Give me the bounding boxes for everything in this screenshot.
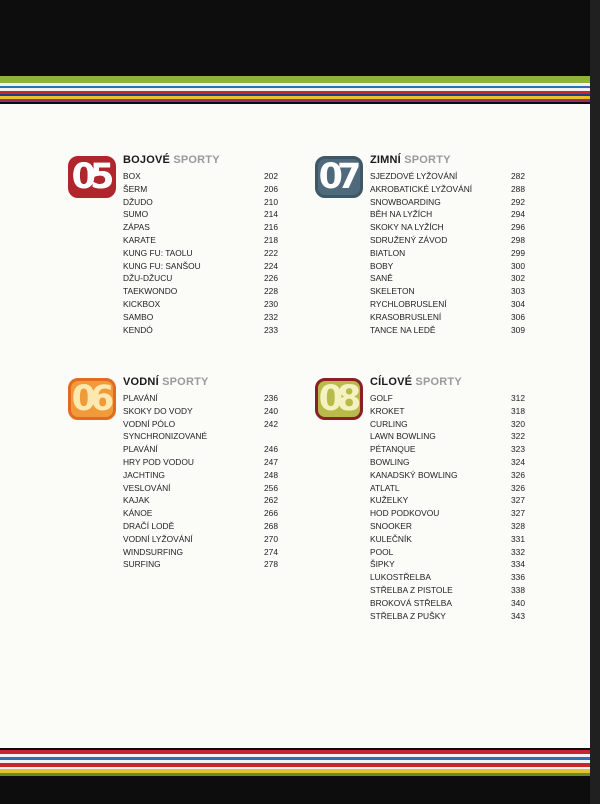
- list-item[interactable]: SUMO 214: [123, 209, 278, 220]
- list-item[interactable]: KULEČNÍK 331: [370, 533, 525, 544]
- list-item[interactable]: BOX 202: [123, 171, 278, 181]
- list-item[interactable]: BOWLING 324: [370, 456, 525, 467]
- section-title: BOJOVÉ SPORTY: [123, 154, 220, 166]
- section-number-badge: 07: [315, 156, 363, 198]
- list-item[interactable]: KUNG FU: TAOLU 222: [123, 247, 278, 258]
- section-number-badge: 06: [68, 378, 116, 420]
- list-item[interactable]: DŽU-DŽUCU 226: [123, 273, 278, 284]
- list-item[interactable]: LAWN BOWLING 322: [370, 431, 525, 442]
- list-item[interactable]: KAJAK 262: [123, 495, 278, 506]
- contents-list: [370, 170, 525, 336]
- list-item[interactable]: SNOWBOARDING 292: [370, 196, 525, 207]
- list-item[interactable]: PÉTANQUE 323: [370, 444, 525, 455]
- contents-page: [0, 104, 600, 750]
- list-item[interactable]: ŠIPKY 334: [370, 559, 525, 570]
- list-item[interactable]: VODNÍ PÓLO 242: [123, 418, 278, 429]
- list-item[interactable]: SURFING 278: [123, 559, 278, 570]
- list-item[interactable]: BIATLON 299: [370, 247, 525, 258]
- section-number-badge: 08: [315, 378, 363, 420]
- list-item[interactable]: LUKOSTŘELBA 336: [370, 572, 525, 583]
- list-item[interactable]: KUNG FU: SANŠOU 224: [123, 260, 278, 271]
- section-title: VODNÍ SPORTY: [123, 376, 209, 388]
- list-item[interactable]: KENDÓ 233: [123, 324, 278, 335]
- list-item[interactable]: SKELETON 303: [370, 286, 525, 297]
- list-item[interactable]: VESLOVÁNÍ 256: [123, 482, 278, 493]
- contents-list: [370, 392, 525, 622]
- list-item[interactable]: SAMBO 232: [123, 311, 278, 322]
- list-item[interactable]: POOL 332: [370, 546, 525, 557]
- section-title: ZIMNÍ SPORTY: [370, 154, 451, 166]
- list-item[interactable]: KARATE 218: [123, 234, 278, 245]
- list-item[interactable]: STŘELBA Z PUŠKY 343: [370, 610, 525, 621]
- list-item[interactable]: SNOOKER 328: [370, 520, 525, 531]
- list-item[interactable]: DŽUDO 210: [123, 196, 278, 207]
- list-item[interactable]: HRY POD VODOU 247: [123, 456, 278, 467]
- list-item[interactable]: RYCHLOBRUSLENÍ 304: [370, 298, 525, 309]
- section-number-badge: 05: [68, 156, 116, 198]
- list-item[interactable]: JACHTING 248: [123, 469, 278, 480]
- list-item[interactable]: SKOKY NA LYŽÍCH 296: [370, 222, 525, 233]
- list-item[interactable]: SDRUŽENÝ ZÁVOD 298: [370, 234, 525, 245]
- list-item[interactable]: CURLING 320: [370, 418, 525, 429]
- list-item[interactable]: KANADSKÝ BOWLING 326: [370, 469, 525, 480]
- list-item[interactable]: GOLF 312: [370, 393, 525, 403]
- list-item[interactable]: KROKET 318: [370, 405, 525, 416]
- list-item[interactable]: KUŽELKY 327: [370, 495, 525, 506]
- list-item[interactable]: SYNCHRONIZOVANÉ: [123, 431, 208, 442]
- list-item[interactable]: ŠERM 206: [123, 183, 278, 194]
- page-edge-shadow: [590, 0, 600, 804]
- list-item[interactable]: KÁNOE 266: [123, 508, 278, 519]
- list-item[interactable]: PLAVÁNÍ 236: [123, 393, 278, 403]
- bottom-stripe-band: [0, 748, 600, 804]
- top-stripe-band: [0, 0, 600, 108]
- list-item[interactable]: WINDSURFING 274: [123, 546, 278, 557]
- section-title: CÍLOVÉ SPORTY: [370, 376, 462, 388]
- list-item[interactable]: ZÁPAS 216: [123, 222, 278, 233]
- contents-list: [123, 170, 278, 336]
- list-item[interactable]: TANCE NA LEDĚ 309: [370, 324, 525, 335]
- list-item[interactable]: TAEKWONDO 228: [123, 286, 278, 297]
- list-item[interactable]: KICKBOX 230: [123, 298, 278, 309]
- list-item[interactable]: ATLATL 326: [370, 482, 525, 493]
- list-item[interactable]: BROKOVÁ STŘELBA 340: [370, 597, 525, 608]
- list-item[interactable]: AKROBATICKÉ LYŽOVÁNÍ 288: [370, 183, 525, 194]
- list-item[interactable]: HOD PODKOVOU 327: [370, 508, 525, 519]
- list-item[interactable]: SKOKY DO VODY 240: [123, 405, 278, 416]
- list-item[interactable]: DRAČÍ LODĚ 268: [123, 520, 278, 531]
- contents-list: [123, 392, 278, 571]
- list-item[interactable]: PLAVÁNÍ 246: [123, 444, 278, 455]
- list-item[interactable]: BOBY 300: [370, 260, 525, 271]
- list-item[interactable]: BĚH NA LYŽÍCH 294: [370, 209, 525, 220]
- list-item[interactable]: STŘELBA Z PISTOLE 338: [370, 584, 525, 595]
- list-item[interactable]: KRASOBRUSLENÍ 306: [370, 311, 525, 322]
- list-item[interactable]: SANĚ 302: [370, 273, 525, 284]
- list-item[interactable]: VODNÍ LYŽOVÁNÍ 270: [123, 533, 278, 544]
- list-item[interactable]: SJEZDOVÉ LYŽOVÁNÍ 282: [370, 171, 525, 181]
